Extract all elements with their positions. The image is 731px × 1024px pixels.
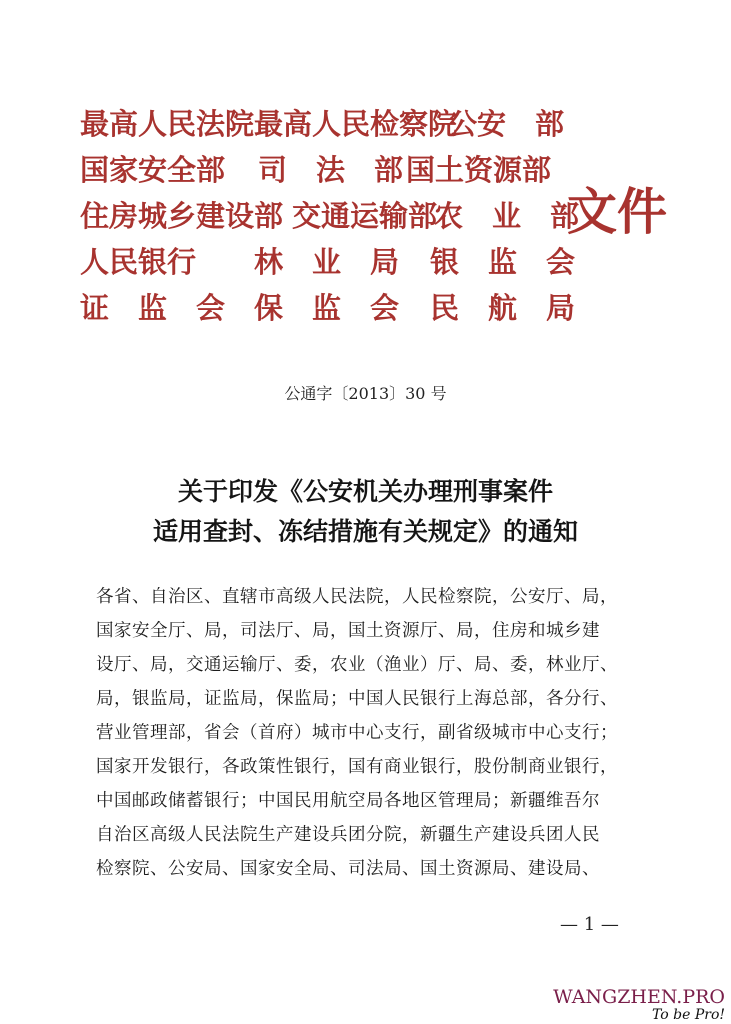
issuer-row xyxy=(0,284,731,332)
recipient-line: 局，银监局，证监局，保监局；中国人民银行上海总部，各分行、 xyxy=(96,689,618,709)
issuer-name: 最高人民法院 xyxy=(80,107,255,141)
issuer-name: 民 航 局 xyxy=(430,291,576,325)
recipient-line: 营业管理部，省会（首府）城市中心支行，副省级城市中心支行； xyxy=(96,723,618,743)
recipient-line: 检察院、公安局、国家安全局、司法局、国土资源局、建设局、 xyxy=(96,859,600,879)
recipient-line: 自治区高级人民法院生产建设兵团分院，新疆生产建设兵团人民 xyxy=(96,825,600,845)
page-number: — 1 — xyxy=(560,914,619,935)
issuer-name: 国土资源部 xyxy=(406,153,552,187)
recipient-line: 中国邮政储蓄银行；中国民用航空局各地区管理局；新疆维吾尔 xyxy=(96,791,600,811)
document-label: 文件 xyxy=(567,182,667,241)
issuer-name: 最高人民检察院 xyxy=(254,107,458,141)
recipient-line: 国家开发银行，各政策性银行，国有商业银行，股份制商业银行， xyxy=(96,757,618,777)
issuer-name: 林 业 局 xyxy=(254,245,400,279)
issuer-name: 司 法 部 xyxy=(258,153,404,187)
issuer-name: 国家安全部 xyxy=(80,153,226,187)
issuer-name: 人民银行 xyxy=(80,245,197,279)
issuer-row xyxy=(0,100,731,148)
watermark-brand: WANGZHEN.PRO xyxy=(553,986,725,1008)
title-line-1: 关于印发《公安机关办理刑事案件 xyxy=(177,477,553,506)
issuer-name: 保 监 会 xyxy=(254,291,400,325)
issuer-name: 银 监 会 xyxy=(430,245,576,279)
recipient-line: 设厅、局，交通运输厅、委，农业（渔业）厅、局、委，林业厅、 xyxy=(96,655,618,675)
recipient-line: 各省、自治区、直辖市高级人民法院，人民检察院，公安厅、局， xyxy=(96,587,618,607)
issuer-name: 农 业 部 xyxy=(434,199,580,233)
document-number: 公通字〔2013〕30 号 xyxy=(284,384,447,403)
issuer-name: 住房城乡建设部 xyxy=(80,199,284,233)
issuer-row xyxy=(0,238,731,286)
title-line-2: 适用查封、冻结措施有关规定》的通知 xyxy=(152,517,578,546)
issuer-name: 交通运输部 xyxy=(292,199,438,233)
issuer-name: 公安 部 xyxy=(448,107,565,141)
watermark-tagline: To be Pro! xyxy=(652,1007,725,1023)
recipient-line: 国家安全厅、局，司法厅、局，国土资源厅、局，住房和城乡建 xyxy=(96,621,600,641)
issuer-name: 证 监 会 xyxy=(80,291,226,325)
